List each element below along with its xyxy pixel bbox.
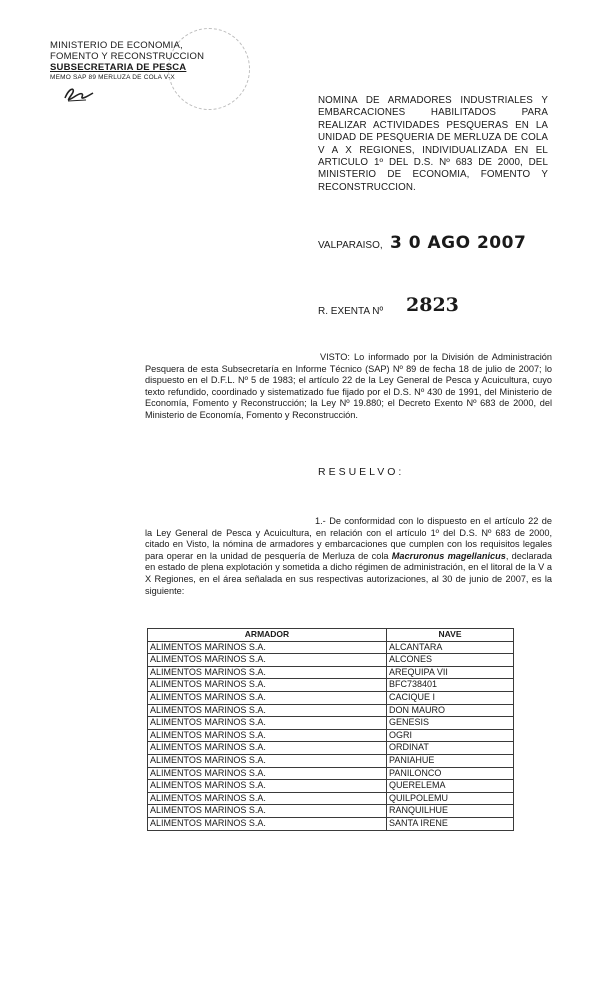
visto-text: Lo informado por la División de Administración Pesquera de esta Subsecretaría en Informe Técnico (SAP) Nº 89 de fecha 18 de julio de 2007; lo dispuesto en el D.F.L. Nº 5 de 1983; el artículo 22 de la Ley General de Pesca y Acuicultura, cuyo texto refundido, coordinado y sistematizado fue fijado por el D.S. Nº 430 de 1991, del Ministerio de Economía, Fomento y Reconstrucción; la Ley Nº 19.880; el Decreto Exento Nº 683 de 2000, del Ministerio de Economía, Fomento y Reconstrucción. [145,352,552,420]
nave-cell: QUERELEMA [387,780,514,793]
table-row [148,767,514,780]
armador-cell: ALIMENTOS MARINOS S.A. [148,792,387,805]
armador-cell: ALIMENTOS MARINOS S.A. [148,754,387,767]
nave-cell: PANIAHUE [387,754,514,767]
nave-cell: AREQUIPA VII [387,666,514,679]
memo-reference: MEMO SAP 89 MERLUZA DE COLA V-X [50,74,175,81]
table-header-row [148,629,514,642]
article-number: 1.- [315,516,326,526]
nave-cell: PANILONCO [387,767,514,780]
table-row [148,729,514,742]
column-header-nave: NAVE [387,629,514,642]
nave-cell: ALCANTARA [387,641,514,654]
article-1-paragraph [145,516,552,597]
table-row [148,679,514,692]
nave-cell: GENESIS [387,717,514,730]
armador-cell: ALIMENTOS MARINOS S.A. [148,654,387,667]
table-row [148,717,514,730]
nave-cell: SANTA IRENE [387,817,514,830]
nave-cell: BFC738401 [387,679,514,692]
table-row [148,666,514,679]
armador-cell: ALIMENTOS MARINOS S.A. [148,780,387,793]
column-header-armador: ARMADOR [148,629,387,642]
nave-cell: ORDINAT [387,742,514,755]
armador-cell: ALIMENTOS MARINOS S.A. [148,691,387,704]
nave-cell: QUILPOLEMU [387,792,514,805]
resuelvo-heading: RESUELVO: [318,466,405,478]
armador-cell: ALIMENTOS MARINOS S.A. [148,729,387,742]
table-row [148,780,514,793]
armador-cell: ALIMENTOS MARINOS S.A. [148,767,387,780]
nave-cell: DON MAURO [387,704,514,717]
nave-cell: RANQUILHUE [387,805,514,818]
table-row [148,792,514,805]
vessel-table [147,628,514,831]
armador-cell: ALIMENTOS MARINOS S.A. [148,717,387,730]
armador-cell: ALIMENTOS MARINOS S.A. [148,704,387,717]
ministry-line-1: MINISTERIO DE ECONOMIA, [50,40,183,51]
visto-paragraph [145,352,552,422]
ministry-header [50,40,250,82]
table-row [148,641,514,654]
armador-cell: ALIMENTOS MARINOS S.A. [148,641,387,654]
exenta-label: R. EXENTA Nº [318,306,384,317]
visto-label: VISTO: [320,352,350,362]
table-row [148,704,514,717]
place-label: VALPARAISO, [318,240,383,251]
signature-mark [62,84,96,104]
table-row [148,742,514,755]
armador-cell: ALIMENTOS MARINOS S.A. [148,742,387,755]
table-row [148,654,514,667]
nave-cell: OGRI [387,729,514,742]
article-text-before: De conformidad con lo dispuesto en el artículo 22 de la Ley General de Pesca y Acuicultura, en relación con el artículo 1º del D.S. Nº 683 de 2000, citado en Visto, la nómina de armadores y embarcaciones que cumplen con los requisitos legales para operar en la unidad de pesquería de Merluza de cola [145,516,552,561]
table-row [148,691,514,704]
exenta-number: 2823 [406,294,459,316]
subsecretaria-label: SUBSECRETARIA DE PESCA [50,62,187,73]
armador-cell: ALIMENTOS MARINOS S.A. [148,817,387,830]
table-row [148,805,514,818]
article-text-after: , declarada en estado de plena explotación y sometida a dicho régimen de administración, en el litoral de la V a X Regiones, en el área señalada en sus respectivas autorizaciones, al 30 de junio de 2007, es la siguiente: [145,550,553,596]
species-name: Macruronus magellanicus [391,550,506,561]
date-stamp: 3 0 AGO 2007 [390,233,527,253]
armador-cell: ALIMENTOS MARINOS S.A. [148,805,387,818]
table-row [148,754,514,767]
armador-cell: ALIMENTOS MARINOS S.A. [148,666,387,679]
table-row [148,817,514,830]
document-title: NOMINA DE ARMADORES INDUSTRIALES Y EMBARCACIONES HABILITADOS PARA REALIZAR ACTIVIDADES PESQUERAS EN LA UNIDAD DE PESQUERIA DE MERLUZA DE COLA V A X REGIONES, INDIVIDUALIZADA EN EL ARTICULO 1º DEL D.S. Nº 683 DE 2000, DEL MINISTERIO DE ECONOMIA, FOMENTO Y RECONSTRUCCION. [318,95,548,193]
ministry-line-2: FOMENTO Y RECONSTRUCCION [50,51,205,62]
nave-cell: ALCONES [387,654,514,667]
armador-cell: ALIMENTOS MARINOS S.A. [148,679,387,692]
nave-cell: CACIQUE I [387,691,514,704]
table-body [148,641,514,830]
